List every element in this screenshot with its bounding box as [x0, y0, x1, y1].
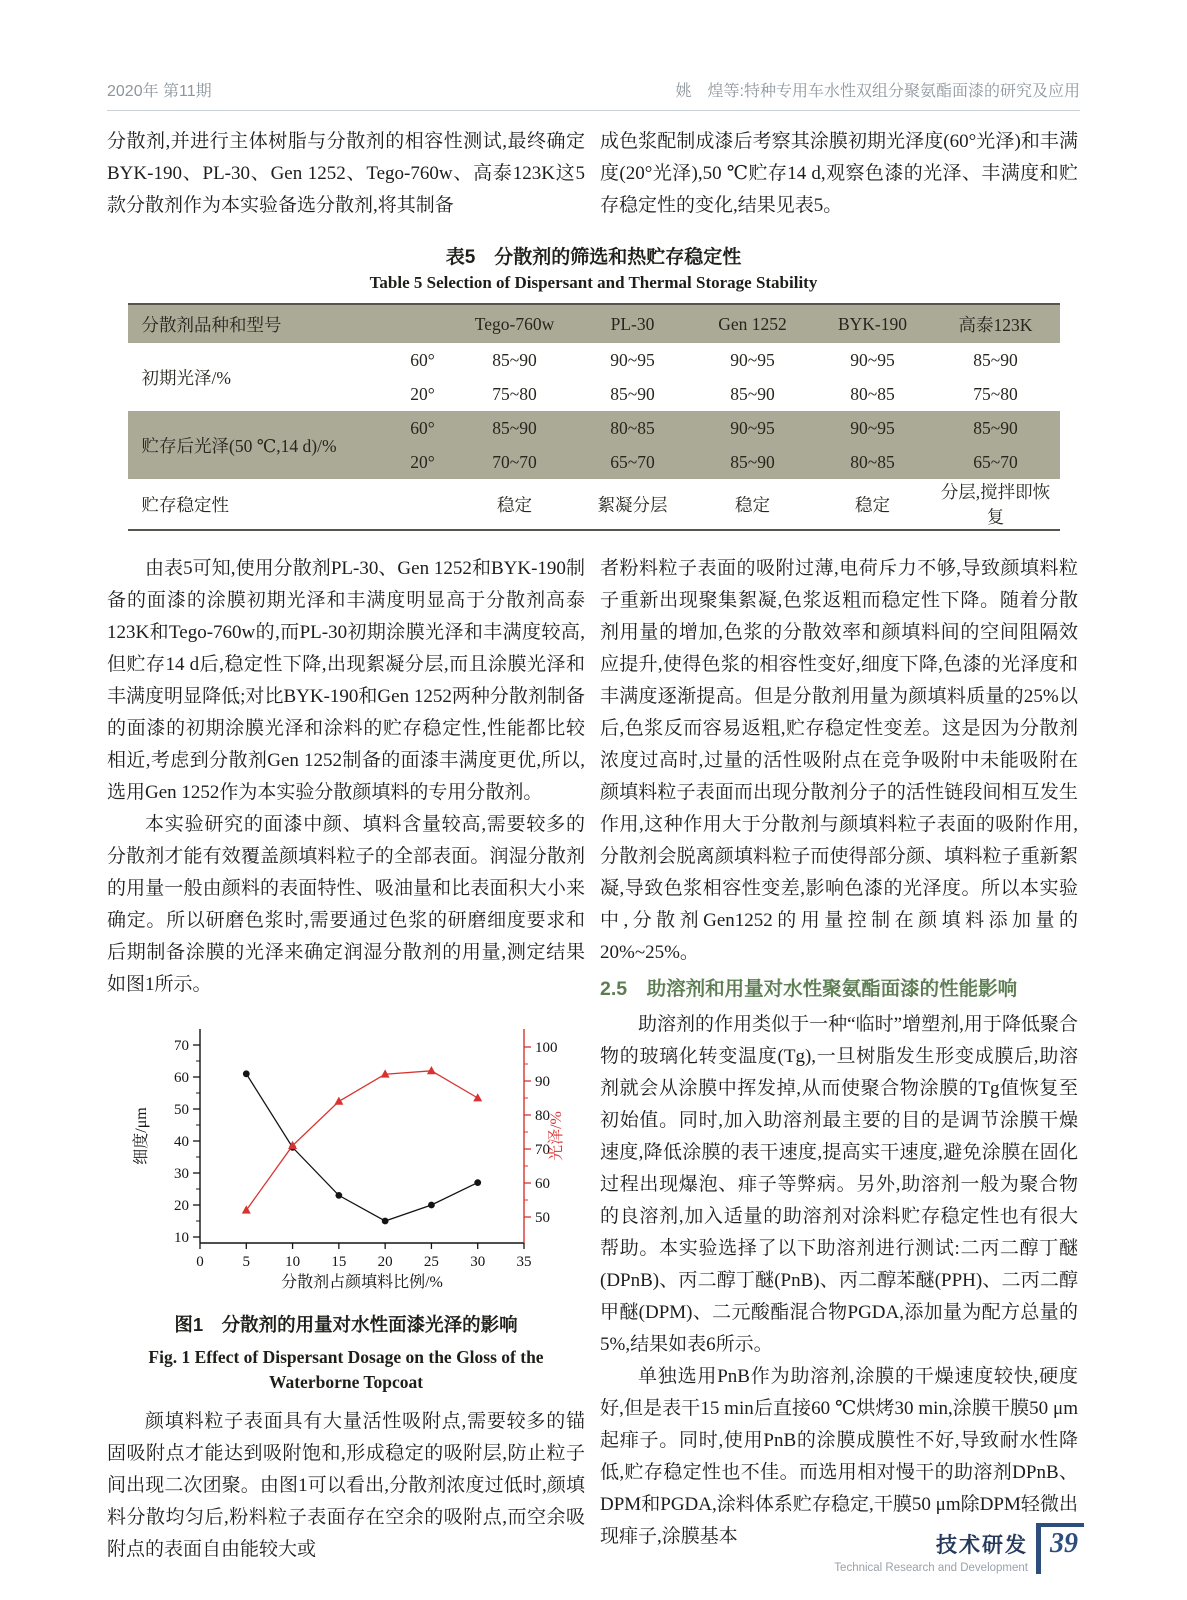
cell: 90~95 [850, 349, 895, 370]
svg-text:20: 20 [174, 1198, 189, 1214]
paragraph: 分散剂,并进行主体树脂与分散剂的相容性测试,最终确定BYK-190、PL-30、Gen 1252、Tego-760w、高泰123K这5款分散剂作为本实验备选分散剂,将其制备 [107, 131, 585, 216]
cell: 初期光泽/% [141, 367, 231, 388]
right-column [600, 553, 1078, 1566]
svg-text:5: 5 [242, 1254, 251, 1270]
cell: 60° [410, 417, 435, 438]
footer-section-en: Technical Research and Development [834, 1562, 1028, 1574]
journal-issue: 2020年 第11期 [107, 83, 212, 100]
cell: 80~85 [610, 417, 655, 438]
intro-right-column [600, 126, 1078, 222]
table5-block [107, 242, 1080, 531]
cell: PL-30 [610, 313, 655, 334]
paragraph: 由表5可知,使用分散剂PL-30、Gen 1252和BYK-190制备的面漆的涂膜初期光泽和丰满度明显高于分散剂高泰123K和Tego-760w的,而PL-30初期涂膜光泽和丰满度较高,但贮存14 d后,稳定性下降,出现絮凝分层,而且涂膜光泽和丰满度明显降低;对比BYK-190和Gen 1252两种分散剂制备的面漆的初期涂膜光泽和涂料的贮存稳定性,性能都比较相近,考虑到分散剂Gen 1252制备的面漆丰满度更优,所以,选用Gen 1252作为本实验分散颜填料的专用分散剂。 [107, 558, 585, 803]
cell: 90~95 [730, 349, 775, 370]
svg-text:70: 70 [535, 1142, 550, 1158]
svg-text:80: 80 [535, 1108, 550, 1124]
figure1 [107, 1009, 585, 1396]
cell: 85~90 [492, 417, 537, 438]
svg-text:40: 40 [174, 1134, 189, 1150]
cell: Gen 1252 [718, 313, 787, 334]
footer-section [834, 1523, 1028, 1574]
svg-text:20: 20 [377, 1254, 393, 1270]
svg-text:细度/μm: 细度/μm [133, 1107, 150, 1165]
svg-text:分散剂占颜填料比例/%: 分散剂占颜填料比例/% [281, 1274, 443, 1291]
cell [390, 479, 456, 530]
paragraph: 助溶剂的作用类似于一种“临时”增塑剂,用于降低聚合物的玻璃化转变温度(Tg),一旦树脂发生形变成膜后,助溶剂就会从涂膜中挥发掉,从而使聚合物涂膜的Tg值恢复至初始值。同时,加入助溶剂最主要的目的是调节涂膜干燥速度,降低涂膜的表干速度,提高实干速度,避免涂膜在固化过程出现爆泡、痱子等弊病。另外,助溶剂一般为聚合物的良溶剂,加入适量的助溶剂对涂料贮存稳定性也有很大帮助。本实验选择了以下助溶剂进行测试:二丙二醇丁醚(DPnB)、丙二醇丁醚(PnB)、丙二醇苯醚(PPH)、二丙二醇甲醚(DPM)、二元酸酯混合物PGDA,添加量为配方总量的5%,结果如表6所示。 [600, 1014, 1078, 1355]
svg-text:90: 90 [535, 1074, 550, 1090]
footer-section-cn: 技术研发 [936, 1534, 1028, 1557]
cell: 80~85 [850, 383, 895, 404]
figure1-caption-cn: 图1 分散剂的用量对水性面漆光泽的影响 [174, 1314, 518, 1335]
cell: 高泰123K [958, 314, 1033, 335]
cell: 85~90 [730, 383, 775, 404]
paragraph: 单独选用PnB作为助溶剂,涂膜的干燥速度较快,硬度好,但是表干15 min后直接60 ℃烘烤30 min,涂膜干膜50 μm起痱子。同时,使用PnB的涂膜成膜性不好,导致耐水性降低,贮存稳定性也不佳。而选用相对慢干的助溶剂DPnB、DPM和PGDA,涂料体系贮存稳定,干膜50 μm除DPM轻微出现痱子,涂膜基本 [600, 1366, 1078, 1547]
cell: 90~95 [850, 417, 895, 438]
cell: 絮凝分层 [597, 494, 668, 515]
cell: 稳定 [855, 494, 890, 515]
cell: 60° [410, 349, 435, 370]
cell: 贮存稳定性 [141, 494, 229, 515]
paragraph: 颜填料粒子表面具有大量活性吸附点,需要较多的锚固吸附点才能达到吸附饱和,形成稳定的吸附层,防止粒子间出现二次团聚。由图1可以看出,分散剂浓度过低时,颜填料分散均匀后,粉料粒子表面存在空余的吸附点,而空余吸附点的表面自由能较大或 [107, 1410, 585, 1560]
svg-text:35: 35 [516, 1254, 532, 1270]
svg-text:25: 25 [423, 1254, 439, 1270]
cell: 20° [410, 451, 435, 472]
svg-text:10: 10 [285, 1254, 301, 1270]
svg-text:100: 100 [535, 1040, 558, 1056]
cell: 85~90 [973, 349, 1018, 370]
cell: 85~90 [730, 451, 775, 472]
cell: 80~85 [850, 451, 895, 472]
table-row [128, 343, 1060, 377]
svg-text:70: 70 [174, 1038, 189, 1054]
table-row [128, 479, 1060, 530]
cell: 分层,搅拌即恢复 [940, 482, 1051, 527]
cell: 90~95 [610, 349, 655, 370]
paragraph: 者粉料粒子表面的吸附过薄,电荷斥力不够,导致颜填料粒子重新出现聚集絮凝,色浆返粗而稳定性下降。随着分散剂用量的增加,色浆的分散效率和颜填料间的空间阻隔效应提升,使得色浆的相容性变好,细度下降,色漆的光泽度和丰满度逐渐提高。但是分散剂用量为颜填料质量的25%以后,色浆反而容易返粗,贮存稳定性变差。这是因为分散剂浓度过高时,过量的活性吸附点在竞争吸附中未能吸附在颜填料粒子表面而出现分散剂分子的活性链段间相互发生作用,这种作用大于分散剂与颜填料粒子表面的吸附作用,分散剂会脱离颜填料粒子而使得部分颜、填料粒子重新絮凝,导致色浆相容性变差,影响色漆的光泽度。所以本实验中,分散剂Gen1252的用量控制在颜填料添加量的20%~25%。 [600, 558, 1078, 963]
svg-text:10: 10 [174, 1230, 189, 1246]
cell: 20° [410, 383, 435, 404]
figure1-caption-en: Fig. 1 Effect of Dispersant Dosage on the Gloss of the Waterborne Topcoat [148, 1347, 544, 1393]
left-column [107, 553, 585, 1566]
svg-text:50: 50 [174, 1102, 189, 1118]
table-row [128, 411, 1060, 445]
svg-text:30: 30 [470, 1254, 486, 1270]
page-number: 39 [1036, 1523, 1084, 1574]
cell: 稳定 [497, 494, 532, 515]
table5 [128, 303, 1060, 531]
cell: Tego-760w [474, 313, 555, 334]
svg-text:60: 60 [174, 1070, 189, 1086]
paragraph: 成色浆配制成漆后考察其涂膜初期光泽度(60°光泽)和丰满度(20°光泽),50 ℃贮存14 d,观察色漆的光泽、丰满度和贮存稳定性的变化,结果见表5。 [600, 131, 1078, 216]
table5-title-en: Table 5 Selection of Dispersant and Thermal Storage Stability [369, 273, 818, 292]
running-title: 姚 煌等:特种专用车水性双组分聚氨酯面漆的研究及应用 [675, 83, 1080, 100]
svg-text:30: 30 [174, 1166, 189, 1182]
svg-text:15: 15 [331, 1254, 347, 1270]
cell: 85~90 [492, 349, 537, 370]
section-heading-2-5: 2.5 助溶剂和用量对水性聚氨酯面漆的性能影响 [600, 978, 1018, 1000]
figure1-chart [120, 1009, 572, 1301]
paragraph: 本实验研究的面漆中颜、填料含量较高,需要较多的分散剂才能有效覆盖颜填料粒子的全部表面。润湿分散剂的用量一般由颜料的表面特性、吸油量和比表面积大小来确定。所以研磨色浆时,需要通过色浆的研磨细度要求和后期制备涂膜的光泽来确定润湿分散剂的用量,测定结果如图1所示。 [107, 814, 585, 995]
cell: 85~90 [973, 417, 1018, 438]
cell: 90~95 [730, 417, 775, 438]
table-row-header [128, 304, 1060, 343]
cell: BYK-190 [837, 313, 908, 334]
svg-text:光泽/%: 光泽/% [548, 1111, 565, 1161]
cell: 75~80 [492, 383, 537, 404]
page-header [107, 78, 1080, 111]
cell: 75~80 [973, 383, 1018, 404]
cell [390, 304, 456, 343]
svg-text:50: 50 [535, 1210, 550, 1226]
svg-text:0: 0 [196, 1254, 204, 1270]
cell: 稳定 [735, 494, 770, 515]
cell: 65~70 [973, 451, 1018, 472]
cell: 分散剂品种和型号 [141, 314, 282, 335]
svg-text:60: 60 [535, 1176, 550, 1192]
intro-columns [107, 126, 1080, 222]
body-columns [107, 553, 1080, 1566]
cell: 85~90 [610, 383, 655, 404]
cell: 65~70 [610, 451, 655, 472]
page-footer [834, 1523, 1084, 1574]
cell: 贮存后光泽(50 ℃,14 d)/% [141, 435, 337, 456]
table5-title-cn: 表5 分散剂的筛选和热贮存稳定性 [445, 247, 742, 268]
cell: 70~70 [492, 451, 537, 472]
intro-left-column [107, 126, 585, 222]
